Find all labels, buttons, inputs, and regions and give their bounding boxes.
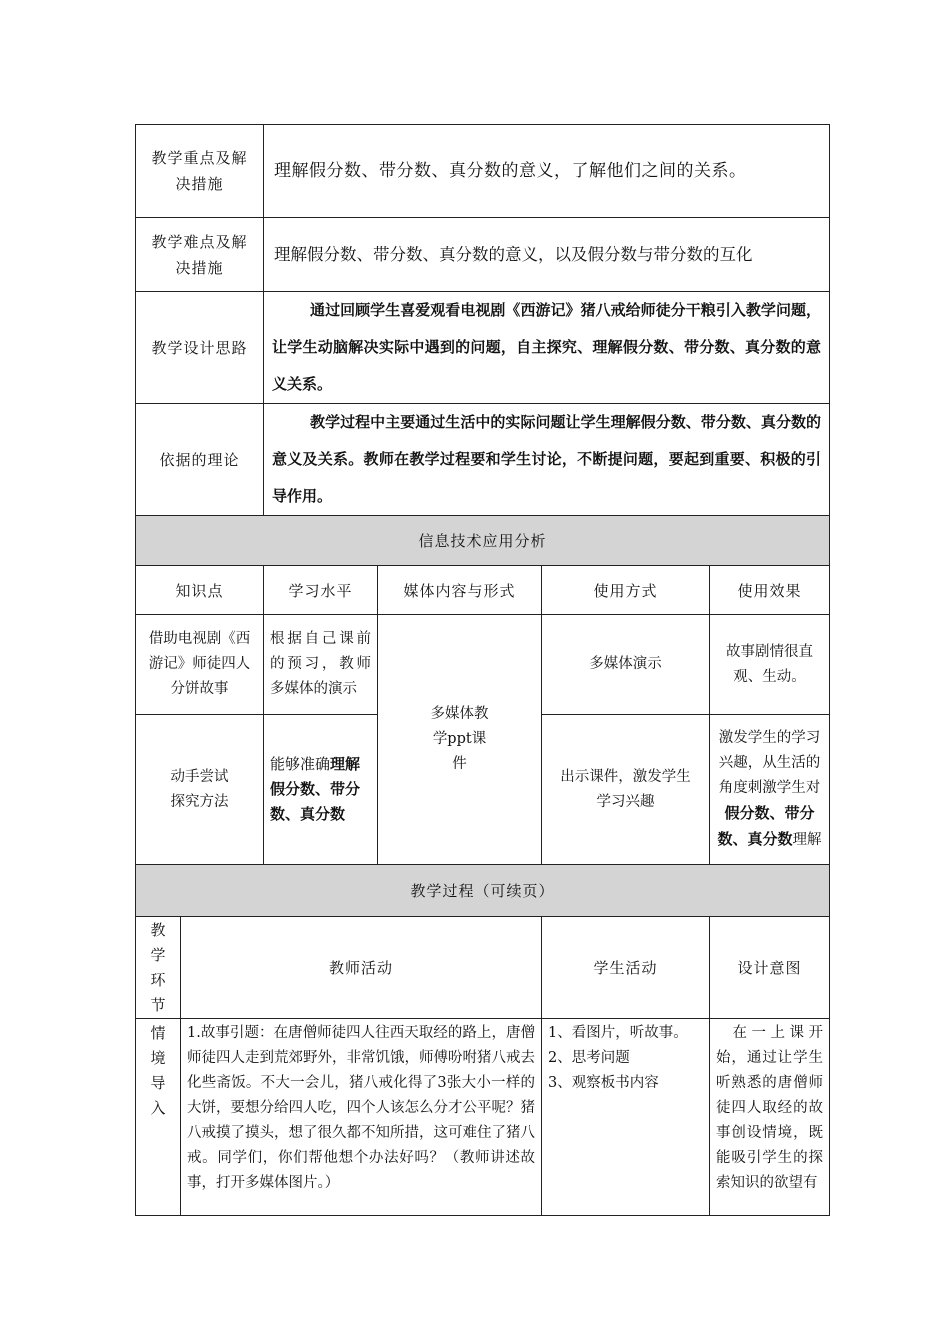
header-teacher-activity: 教师活动 xyxy=(181,917,542,1019)
learning-level-2: 能够准确理解假分数、带分数、真分数 xyxy=(264,715,378,865)
header-student-activity: 学生活动 xyxy=(542,917,710,1019)
design-idea-content: 通过回顾学生喜爱观看电视剧《西游记》猪八戒给师徒分干粮引入教学问题，让学生动脑解决实际中遇到的问题，自主探究、理解假分数、带分数、真分数的意义关系。 xyxy=(264,292,830,404)
student-activity-1: 1、看图片，听故事。 2、思考问题 3、观察板书内容 xyxy=(542,1019,710,1216)
theory-label: 依据的理论 xyxy=(136,404,264,516)
usage-method-2: 出示课件，激发学生学习兴趣 xyxy=(542,715,710,865)
theory-row xyxy=(136,404,830,516)
process-header-row xyxy=(136,917,830,1019)
difficulties-row xyxy=(136,218,830,292)
header-teaching-stage: 教 学 环 节 xyxy=(136,917,181,1019)
header-learning-level: 学习水平 xyxy=(264,566,378,615)
design-idea-row xyxy=(136,292,830,404)
it-analysis-section-row xyxy=(136,516,830,566)
usage-effect-2: 激发学生的学习兴趣，从生活的角度刺激学生对假分数、带分数、真分数理解 xyxy=(710,715,830,865)
process-section-row xyxy=(136,865,830,917)
lesson-plan-page xyxy=(135,124,824,1216)
usage-effect-1: 故事剧情很直观、生动。 xyxy=(710,615,830,715)
header-usage-effect: 使用效果 xyxy=(710,566,830,615)
it-analysis-header-row xyxy=(136,566,830,615)
header-media-content: 媒体内容与形式 xyxy=(378,566,542,615)
process-row-1 xyxy=(136,1019,830,1216)
knowledge-point-1: 借助电视剧《西游记》师徒四人分饼故事 xyxy=(136,615,264,715)
it-analysis-title: 信息技术应用分析 xyxy=(136,516,830,566)
stage-situation-intro: 情 境 导 入 xyxy=(136,1019,181,1216)
difficulties-content: 理解假分数、带分数、真分数的意义，以及假分数与带分数的互化 xyxy=(264,218,830,292)
media-content: 多媒体教学ppt课件 xyxy=(378,615,542,865)
usage-method-1: 多媒体演示 xyxy=(542,615,710,715)
process-title: 教学过程（可续页） xyxy=(136,865,830,917)
header-design-intent: 设计意图 xyxy=(710,917,830,1019)
header-usage-method: 使用方式 xyxy=(542,566,710,615)
knowledge-point-2: 动手尝试探究方法 xyxy=(136,715,264,865)
learning-level-1: 根据自己课前的预习，教师多媒体的演示 xyxy=(264,615,378,715)
it-row-1 xyxy=(136,615,830,715)
design-intent-1: 在一上课开始，通过让学生听熟悉的唐僧师徒四人取经的故事创设情境，既能吸引学生的探索知识的欲望有 xyxy=(710,1019,830,1216)
header-knowledge-point: 知识点 xyxy=(136,566,264,615)
lesson-plan-table xyxy=(135,124,830,1216)
difficulties-label: 教学难点及解 决措施 xyxy=(136,218,264,292)
key-points-content: 理解假分数、带分数、真分数的意义，了解他们之间的关系。 xyxy=(264,125,830,218)
key-points-label: 教学重点及解 决措施 xyxy=(136,125,264,218)
teacher-activity-1: 1.故事引题：在唐僧师徒四人往西天取经的路上，唐僧师徒四人走到荒郊野外，非常饥饿，师傅吩咐猪八戒去化些斋饭。不大一会儿，猪八戒化得了3张大小一样的大饼，要想分给四人吃，四个人该怎么分才公平呢？猪八戒摸了摸头，想了很久都不知所措，这可难住了猪八戒。同学们，你们帮他想个办法好吗？（教师讲述故事，打开多媒体图片。） xyxy=(181,1019,542,1216)
key-points-row xyxy=(136,125,830,218)
design-idea-label: 教学设计思路 xyxy=(136,292,264,404)
theory-content: 教学过程中主要通过生活中的实际问题让学生理解假分数、带分数、真分数的意义及关系。教师在教学过程要和学生讨论，不断提问题，要起到重要、积极的引导作用。 xyxy=(264,404,830,516)
